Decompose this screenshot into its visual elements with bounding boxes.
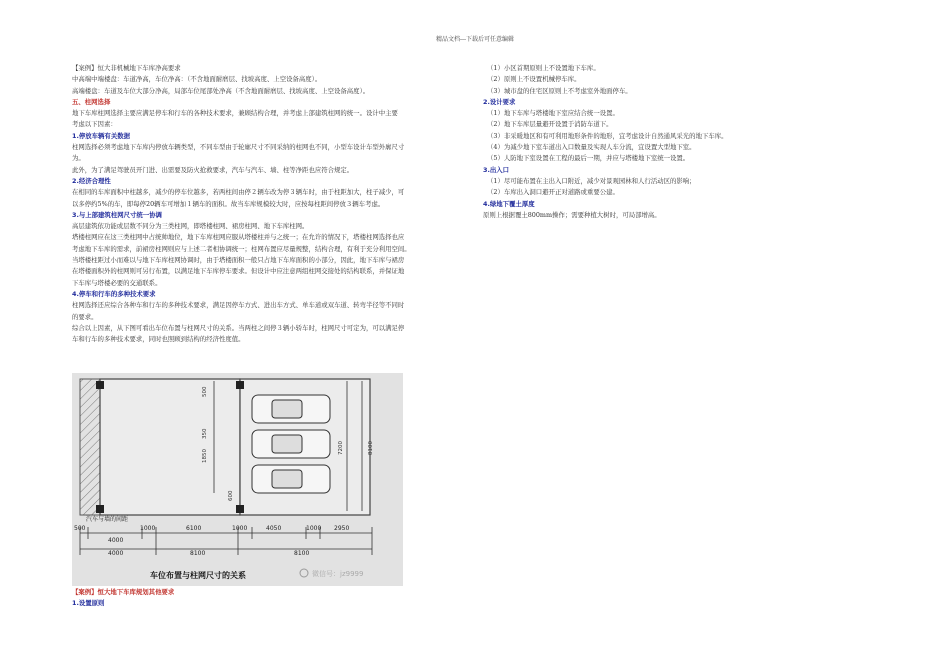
dim-label: 4000	[108, 550, 124, 557]
list-item: （1）尽可能布置在主出入口附近，减少对景观园林和人行活动区的影响；	[487, 176, 696, 185]
column	[96, 505, 104, 513]
paragraph: 考虑以下因素：	[72, 120, 117, 129]
subheading: 2.设计要求	[483, 97, 516, 106]
dim-label: 8100	[368, 441, 374, 455]
list-item: （4）为减少地下室车道出入口数量及实现人车分流，宜设置大型地下室。	[487, 143, 696, 152]
paragraph: 高层建筑依功能或层数不同分为三类柱网，即塔楼柱网、裙房柱网、地下车库柱网。	[72, 222, 309, 231]
subheading: 4.绿地下覆土厚度	[483, 199, 535, 208]
paragraph: 柱网选择还应综合各种车和行车的多种技术要求，满足因停车方式、进出车方式、单车道或双车道、转弯半径等不同时	[72, 301, 405, 310]
column	[236, 381, 244, 389]
subheading: 3.与上部建筑柱网尺寸统一协调	[72, 210, 162, 219]
paragraph: 车和行车的多种技术要求，同时也照顾到结构的经济性度值。	[72, 335, 245, 344]
paragraph: 在相同的车库面积中柱越多，减少的停车位越多，若两柱间由停２辆车改为停３辆车时，由于柱距加大，柱子减少，可	[72, 188, 405, 197]
dim-label: 4050	[266, 525, 282, 532]
dim-label: 7200	[338, 441, 344, 455]
parking-layout-figure	[72, 373, 403, 586]
paragraph: 下车库与塔楼必要的交通联系。	[72, 278, 162, 287]
page-header: 精品文档---下载后可任意编辑	[435, 36, 515, 43]
column	[236, 505, 244, 513]
dim-label: 1000	[140, 525, 156, 532]
list-item: （5）人防地下室设置在工程的最后一期，并应与塔楼地下室统一设置。	[487, 154, 690, 163]
subheading: 1.设置原则	[72, 599, 105, 607]
dim-label: 8100	[190, 550, 206, 557]
list-item: （2）车库出入洞口避开正对道路或重要公建。	[487, 188, 619, 197]
case-title: 【案例】恒大地下车库规划其他要求	[72, 588, 175, 596]
paragraph: 的要求。	[72, 312, 98, 321]
dim-label: 4000	[108, 537, 124, 544]
dim-label: 500	[202, 386, 208, 397]
list-item: （1）小区首期原则上不设置地下车库。	[487, 64, 600, 72]
subheading: 1.停放车辆有关数据	[72, 131, 130, 140]
dim-label: 2950	[334, 525, 350, 532]
wall-note: 汽车与墙的间距	[86, 516, 129, 523]
subheading: 3.出入口	[483, 165, 510, 174]
dim-label: 1000	[232, 525, 248, 532]
paragraph: 高端楼盘：车道及车位大部分净高，局部车位尾部处净高（不含地面耐磨层、找坡高度、上空设备高度）。	[72, 86, 370, 95]
left-column	[72, 63, 472, 345]
paragraph: 塔楼柱网应在这三类柱网中占统帅地位，地下车库柱网应服从塔楼柱并与之统一；在允许的情况下，塔楼柱网选择也应	[72, 233, 405, 242]
paragraph: 原则上根据覆土800mm操作；需要种植大树时，可局部增高。	[483, 210, 661, 219]
paragraph: 在塔楼面积外的柱网则可另行布置，以满足地下车库停车要求。但设计中应注意两组柱网交接处的结构联系，并保证地	[72, 267, 405, 276]
paragraph: 地下车库柱网选择主要应满足停车和行车的各种技术要求，兼顾结构合理，并考虑上部建筑柱网的统一。设计中主要	[72, 109, 398, 118]
list-item: （2）地下车库层量避开设置于消防车道下。	[487, 120, 613, 129]
dim-label: 1000	[306, 525, 322, 532]
dim-label: 500	[74, 525, 86, 532]
paragraph: 此外，为了满足驾驶员开门进、出需要及防火抢救要求，汽车与汽车、墙、柱等净距也应符合规定。	[72, 165, 354, 174]
paragraph: 以多停约5%的车，即每停20辆车可增加１辆车的面积。故当车库规模较大时，应按每柱距间停放３辆车考虑。	[72, 199, 385, 208]
dim-label: 8100	[294, 550, 310, 557]
figure-caption: 车位布置与柱网尺寸的关系	[150, 571, 246, 580]
dim-label: 6100	[186, 525, 202, 532]
column	[96, 381, 104, 389]
list-item: （3）非采暖地区和有可利用地形条件的地形，宜考虑设计自然通风采光的地下车库。	[487, 131, 728, 140]
paragraph: 当塔楼柱距过小而难以与地下车库柱网协调时，由于塔楼面积一般只占地下车库面积的小部分，因此，地下车库与裙房	[72, 256, 405, 265]
paragraph: 综合以上因素，从下图可看出车位布置与柱网尺寸的关系。当两柱之间停３辆小轿车时，柱网尺寸可定为，可以满足停	[72, 323, 405, 332]
watermark: 微信号：jz9999	[312, 570, 364, 578]
paragraph: 柱网选择必须考虑地下车库内停放车辆类型，不同车型由于轮廓尺寸不同采纳的柱网也不同，小型车设计车型外廓尺寸	[72, 143, 405, 152]
list-item: （2）原则上不设置机械停车库。	[487, 75, 581, 84]
paragraph: 为。	[72, 154, 85, 163]
right-column	[483, 63, 783, 221]
dim-label: 1850	[202, 449, 208, 463]
list-item: （1）地下车库与塔楼地下室应结合统一设置。	[487, 109, 619, 118]
subheading: 4.停车和行车的多种技术要求	[72, 289, 156, 298]
subheading: 2.经济合理性	[72, 176, 111, 185]
paragraph: 中高端中端楼盘：车道净高，车位净高：（不含地面耐磨层、找坡高度、上空设备高度）。	[72, 75, 322, 84]
dim-label: 600	[228, 490, 234, 501]
figure-following-text	[72, 587, 174, 609]
hatched-wall	[80, 379, 100, 515]
list-item: （3）城市盘的住宅区原则上不考虑室外地面停车。	[487, 86, 632, 95]
section-heading: 五、柱网选择	[72, 97, 111, 106]
dim-label: 350	[202, 428, 208, 439]
driveway	[100, 379, 240, 515]
paragraph: 考虑地下车库的需求，前裙房柱网则应与上述二者相协调统一；柱网布置应尽量规整，结构合理，有利于充分利用空间。	[72, 244, 411, 253]
case-title: 【案例】恒大非机械地下车库净高要求	[72, 64, 181, 72]
